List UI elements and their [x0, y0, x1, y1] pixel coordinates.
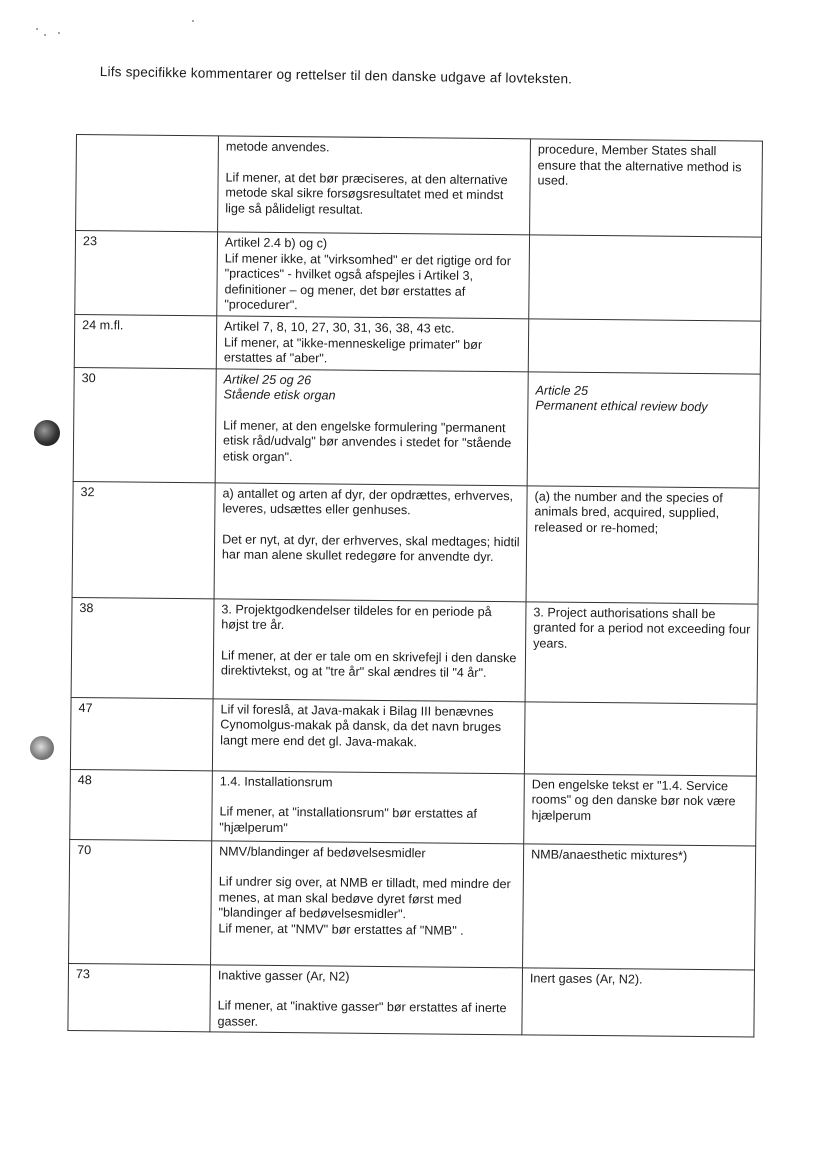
- english-text: NMB/anaesthetic mixtures*): [523, 843, 756, 969]
- table-row: [71, 597, 758, 704]
- comments-table: [67, 134, 763, 1038]
- english-text: Den engelske tekst er "1.4. Service rooms" og den danske bør nok være hjælperum: [524, 773, 757, 845]
- table-row: [69, 839, 756, 970]
- english-text: (a) the number and the species of animals bred, acquired, supplied, released or re-homed;: [526, 485, 759, 603]
- table-row: [70, 769, 757, 846]
- danish-text: Artikel 2.4 b) og c) Lif mener ikke, at "virksomhed" er det rigtige ord for "practices" - hvilket også afspejles i Artikel 3, definitioner – og mener, det bør erstattes af "procedurer".: [217, 232, 530, 319]
- table-row: [76, 135, 763, 238]
- row-number: 38: [71, 597, 214, 698]
- row-number: 70: [69, 839, 212, 964]
- danish-text: a) antallet og arten af dyr, der opdrættes, erhverves, leveres, udsættes eller genhuses. Det er nyt, at dyr, der erhverves, skal medtages; hidtil har man alene skullet redegøre for anvendte dyr.: [214, 482, 527, 601]
- table-row: [70, 697, 757, 776]
- danish-text: 1.4. Installationsrum Lif mener, at "installationsrum" bør erstattes af "hjælperum": [212, 770, 525, 843]
- table-row: [73, 367, 760, 488]
- english-text: [528, 319, 760, 374]
- row-number: 24 m.fl.: [74, 314, 216, 368]
- row-number: [76, 135, 219, 232]
- punch-hole-bottom: [30, 736, 54, 760]
- row-number: 47: [70, 697, 213, 770]
- danish-text: NMV/blandinger af bedøvelsesmidler Lif undrer sig over, at NMB er tilladt, med mindre der menes, at man skal bedøve dyret først med "blandinger af bedøvelsesmidler". Lif mener, at "NMV" bør erstattes af "NMB" .: [211, 840, 524, 967]
- row-number: 32: [72, 481, 215, 598]
- row-number: 48: [70, 769, 213, 840]
- table-row: [74, 314, 760, 373]
- table-row: [75, 231, 762, 322]
- danish-text: metode anvendes. Lif mener, at det bør præciseres, at den alternative metode skal sikre forsøgsresultatet med et mindst lige så pålideligt resultat.: [218, 136, 531, 235]
- danish-text: 3. Projektgodkendelser tildeles for en periode på højst tre år. Lif mener, at der er tale om en skrivefejl i den danske direktivtekst, og at "tre år" skal ændres til "4 år".: [213, 598, 526, 701]
- danish-text: Artikel 7, 8, 10, 27, 30, 31, 36, 38, 43 etc. Lif mener, at "ikke-menneskelige primater" bør erstattes af "aber".: [216, 316, 528, 371]
- punch-hole-top: [34, 420, 60, 446]
- danish-text: Lif vil foreslå, at Java-makak i Bilag III benævnes Cynomolgus-makak på dansk, da det navn bruges langt mere end det gl. Java-makak.: [212, 698, 525, 773]
- table-row: [72, 481, 759, 604]
- row-number: 73: [68, 963, 211, 1032]
- page-heading: Lifs specifikke kommentarer og rettelser til den danske udgave af lovteksten.: [99, 64, 573, 87]
- english-text: Inert gases (Ar, N2).: [522, 967, 755, 1037]
- danish-text: Inaktive gasser (Ar, N2) Lif mener, at "inaktive gasser" bør erstattes af inerte gasser.: [210, 964, 523, 1034]
- danish-text: Artikel 25 og 26 Stående etisk organ Lif mener, at den engelske formulering "permanent etisk råd/udvalg" bør anvendes i stedet for "stående etisk organ".: [215, 368, 528, 485]
- row-number: 30: [73, 367, 216, 482]
- english-text: 3. Project authorisations shall be granted for a period not exceeding four years.: [525, 601, 758, 703]
- english-text: [524, 701, 757, 775]
- english-text: Article 25 Permanent ethical review body: [527, 371, 760, 487]
- english-text: [529, 235, 762, 321]
- row-number: 23: [75, 231, 218, 316]
- table-row: [68, 963, 755, 1037]
- english-text: procedure, Member States shall ensure that the alternative method is used.: [530, 139, 763, 237]
